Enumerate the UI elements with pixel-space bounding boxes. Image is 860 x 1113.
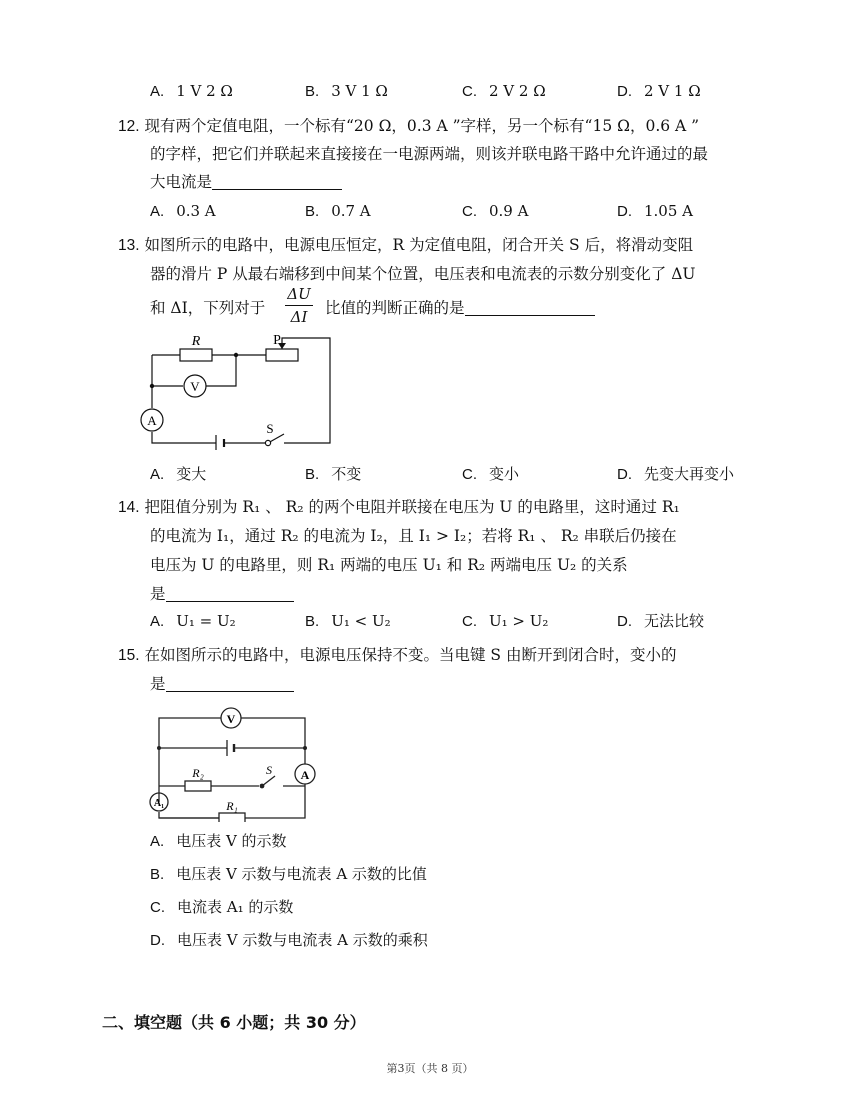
q13-fraction-bar (285, 305, 313, 306)
q12-line2: 的字样，把它们并联起来直接接在一电源两端，则该并联电路干路中允许通过的最 (150, 145, 709, 163)
q14-answer-blank[interactable] (166, 585, 294, 602)
q15-option-d: D. 电压表 V 示数与电流表 A 示数的乘积 (150, 931, 428, 949)
resistor-r2 (185, 781, 211, 791)
q12-option-a: A. 0.3 A (150, 202, 216, 220)
rheostat (266, 349, 298, 361)
q14-option-c: C. U₁ > U₂ (462, 612, 549, 630)
label-s: S (266, 421, 274, 436)
q13-fraction-denominator: ΔI (290, 308, 308, 326)
q12-option-d: D. 1.05 A (617, 202, 693, 220)
q15-line2: 是 (150, 674, 294, 694)
q15-circuit-diagram (143, 704, 323, 822)
q13-line1: 13. 如图所示的电路中，电源电压恒定，R 为定值电阻，闭合开关 S 后，将滑动变阻 (118, 236, 694, 254)
q15-line1: 15. 在如图所示的电路中，电源电压保持不变。当电键 S 由断开到闭合时，变小的 (118, 646, 677, 664)
resistor-r (180, 349, 212, 361)
q14-option-d: D. 无法比较 (617, 612, 705, 630)
wire-top-left (159, 718, 221, 802)
q13-fraction-numerator: ΔU (287, 285, 311, 303)
label-a1: A₁ (153, 798, 165, 809)
label-v: V (226, 712, 236, 726)
q13-option-d: D. 先变大再变小 (617, 465, 735, 483)
q13-answer-blank[interactable] (465, 299, 595, 316)
q14-line1: 14. 把阻值分别为 R₁ 、 R₂ 的两个电阻并联接在电压为 U 的电路里，这时通过 R₁ (118, 498, 680, 516)
q14-option-b: B. U₁ < U₂ (305, 612, 391, 630)
q11-option-c: C. 2 V 2 Ω (462, 82, 546, 100)
switch-contact (260, 784, 265, 789)
switch-contact (265, 440, 270, 445)
label-r2: R₂ (192, 766, 204, 780)
section-2-title: 二、填空题（共 6 小题；共 30 分） (102, 1013, 366, 1032)
label-r1: R₁ (226, 799, 238, 813)
wire-top-right (241, 718, 305, 764)
label-a: A (147, 413, 157, 428)
q12-answer-blank[interactable] (212, 173, 342, 190)
q15-option-a: A. 电压表 V 的示数 (150, 832, 287, 850)
wire-right (282, 338, 330, 443)
q15-option-b: B. 电压表 V 示数与电流表 A 示数的比值 (150, 865, 427, 883)
label-a: A (300, 768, 310, 782)
q13-fraction (285, 285, 313, 326)
q13-option-b: B. 不变 (305, 465, 362, 483)
q13-option-c: C. 变小 (462, 465, 520, 483)
label-p: P (273, 333, 281, 348)
q15-answer-blank[interactable] (166, 675, 294, 692)
q12-line3: 大电流是 (150, 172, 342, 192)
q12-option-c: C. 0.9 A (462, 202, 529, 220)
q14-line4: 是 (150, 584, 294, 604)
switch-blade (262, 776, 275, 786)
q13-option-a: A. 变大 (150, 465, 207, 483)
label-r: R (191, 334, 201, 349)
q12-option-b: B. 0.7 A (305, 202, 371, 220)
q13-line2: 器的滑片 P 从最右端移到中间某个位置，电压表和电流表的示数分别变化了 ΔU (150, 265, 696, 283)
q13-line3a: 和 ΔI，下列对于 (150, 299, 266, 317)
page-footer: 第3页（共 8 页） (386, 1062, 474, 1075)
label-v: V (190, 379, 200, 394)
q11-option-d: D. 2 V 1 Ω (617, 82, 701, 100)
q11-option-a: A. 1 V 2 Ω (150, 82, 233, 100)
q12-line1: 12. 现有两个定值电阻，一个标有“20 Ω，0.3 A ”字样，另一个标有“15 Ω，0.6 A ” (118, 117, 700, 135)
resistor-r1 (219, 813, 245, 822)
q15-option-c: C. 电流表 A₁ 的示数 (150, 898, 294, 916)
label-s: S (266, 763, 272, 777)
wire-left-lower (152, 432, 210, 443)
q14-line3: 电压为 U 的电路里，则 R₁ 两端的电压 U₁ 和 R₂ 两端电压 U₂ 的关系 (150, 556, 628, 574)
q13-circuit-diagram (138, 328, 338, 450)
wire-voltmeter-right (206, 355, 236, 386)
q13-line3b: 比值的判断正确的是 (325, 298, 595, 318)
junction-dot (303, 746, 307, 750)
junction-dot (157, 746, 161, 750)
q14-line2: 的电流为 I₁，通过 R₂ 的电流为 I₂，且 I₁ > I₂；若将 R₁ 、 R₂ 串联后仍接在 (150, 527, 677, 545)
junction-dot (234, 353, 238, 357)
q14-option-a: A. U₁ = U₂ (150, 612, 236, 630)
q11-option-b: B. 3 V 1 Ω (305, 82, 388, 100)
junction-dot (150, 384, 154, 388)
